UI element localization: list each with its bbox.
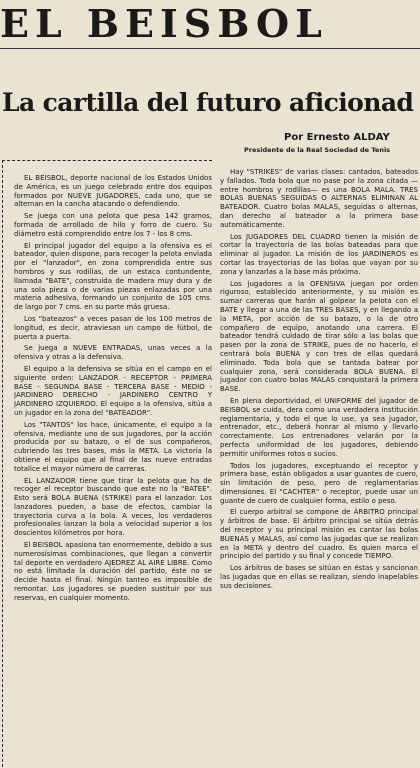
byline-role: Presidente de la Real Sociedad de Tenis (244, 146, 391, 154)
header-rule (0, 48, 420, 49)
paragraph: Se juega a NUEVE ENTRADAS, unas veces a la ofensiva y otras a la defensiva. (14, 344, 212, 362)
paragraph: El BEISBOL apasiona tan enormemente, debido a sus numerosísimas combinaciones, que llegan a convertir tal deporte en verdadero AJEDREZ AL AIRE LIBRE. Como no está limitada la duración del partido, éste no se decide hasta el final. Ningún tanteo es imposible de remontar. Los jugadores se pueden sustituir por sus reservas, en cualquier momento. (14, 541, 212, 602)
paragraph: Los JUGADORES DEL CUADRO tienen la misión de cortar la trayectoria de las bolas bateadas para que eliminar al jugador. La misión de los JARDINEROS es cortar las trayectorias de las bolas que vayan por su zona y lanzarlas a la base más próxima. (220, 232, 418, 276)
paragraph: Todos los jugadores, exceptuando el receptor y primera base, están obligados a usar guantes de cuero, sin limitación de peso, pero de reglamentarias dimensiones. El "CACHTER" o receptor, puede usar un guante de cuero de cualquier forma, estilo o peso. (220, 461, 418, 505)
paragraph: El principal jugador del equipo a la ofensiva es el bateador, quien dispone, para recoger la pelota enviada por el "lanzador", en zona comprendida entre sus hombros y sus rodillas, de un estaca contundente, llamada "BATE", construida de madera muy dura y de una sola pieza o de varias piezas enlazadas por una materia adhesiva, formando un conjunto de 105 cms. de largo por 7 cms. en su parte más gruesa. (14, 241, 212, 312)
paragraph: Hay "STRIKES" de varias clases: cantados, bateados y fallados. Toda bola que no pase por la zona citada —entre hombros y rodillas— es una BOLA MALA. TRES BOLAS BUENAS SEGUIDAS O ALTERNAS ELIMINAN AL BATEADOR. Cuatro bolas MALAS, seguidas o alternas, dan derecho al bateador a la primera base automáticamente. (220, 168, 418, 229)
right-column (220, 168, 418, 766)
paragraph: El equipo a la defensiva se sitúa en el campo en el siguiente orden: LANZADOR - RECEPTOR - PRIMERA BASE - SEGUNDA BASE - TERCERA BASE - MEDIO - JARDINERO DERECHO - JARDINERO CENTRO Y JARDINERO IZQUIERDO. El equipo a la ofensiva, sitúa a un jugador en la zona del "BATEADOR". (14, 364, 212, 417)
paragraph: EL BEISBOL, deporte nacional de los Estados Unidos de América, es un juego celebrado entre dos equipos formados por NUEVE JUGADORES, cada uno, que se alternan en la cancha atacando o defendiendo. (14, 174, 212, 209)
left-column (14, 174, 212, 766)
paragraph: EL LANZADOR tiene que tirar la pelota que ha de recoger el receptor buscando que este no la "BATEE". Esto será BOLA BUENA (STRIKE) para el lanzador. Los lanzadores pueden, a base de efectos, cambiar la trayectoria curva a la bola. A veces, los verdaderos profesionales lanzan la bola a velocidad superior a los doscientos kilómetros por hora. (14, 476, 212, 538)
paragraph: El cuerpo arbitral se compone de ÁRBITRO principal y árbitros de base. El árbitro principal se sitúa detrás del receptor y su principal misión es cantar las bolas BUENAS y MALAS, así como las jugadas que se realizan en la META y dentro del cuadro. Es quien marca el principio del partido y su final y concede TIEMPO. (220, 508, 418, 561)
article-headline: La cartilla del futuro aficionad (2, 88, 414, 117)
paragraph: Se juega con una pelota que pesa 142 gramos, formada de arrollado de hilo y forro de cuero. Su diámetro está comprendido entre los 7 - los 8 cms. (14, 212, 212, 238)
section-title: EL BEISBOL (0, 2, 328, 46)
paragraph: Los "TANTOS" los hace, únicamente, el equipo a la ofensiva, mediante uno de sus jugadores, por la acción producida por su batazo, o el de sus compañeros, cubriendo las tres bases, más la META. La victoria la obtiene el equipo que al final de las nueve entradas totalice el mayor número de carreras. (14, 420, 212, 473)
paragraph: Los "bateazos" a veces pasan de los 100 metros de longitud, es decir, atraviesan un campo de fútbol, de puerta a puerta. (14, 314, 212, 341)
paragraph: Los jugadores a la OFENSIVA juegan por orden riguroso, establecido anteriormente, y su misión es sumar carreras que harán al golpear la pelota con el BATE y llegar a una de las TRES BASES, y en llegando a la META, por acción de su batazo, o la de otro compañero de equipo, anotando una carrera. El bateador tendrá cuidado de tirar sólo a las bolas que pasen por la zona de STRIKE, pues de no hacerlo, el centrará bola BUENA y con tres de ellas quedará eliminado. Toda bola que se tantada batear por cualquier zona, será considerada BOLA BUENA. El jugador con cuatro bolas MALAS conquistará la primera BASE. (220, 279, 418, 394)
byline-author: Por Ernesto ALDAY (284, 132, 390, 143)
paragraph: En plena deportividad, el UNIFORME del jugador de BEISBOL se cuida, dera como una verdadera institución reglamentaria, y todo el que lo use, ya sea jugador, entrenador, etc., deberá honrar al mismo y llevarlo correctamente. Los entrenadores velarán por la perfecta uniformidad de los jugadores, debiendo permitir uniformes rotos o sucios. (220, 396, 418, 458)
paragraph: Los árbitros de bases se sitúan en éstas y sancionan las jugadas que en ellas se realizan, siendo inapelables sus decisiones. (220, 564, 418, 590)
